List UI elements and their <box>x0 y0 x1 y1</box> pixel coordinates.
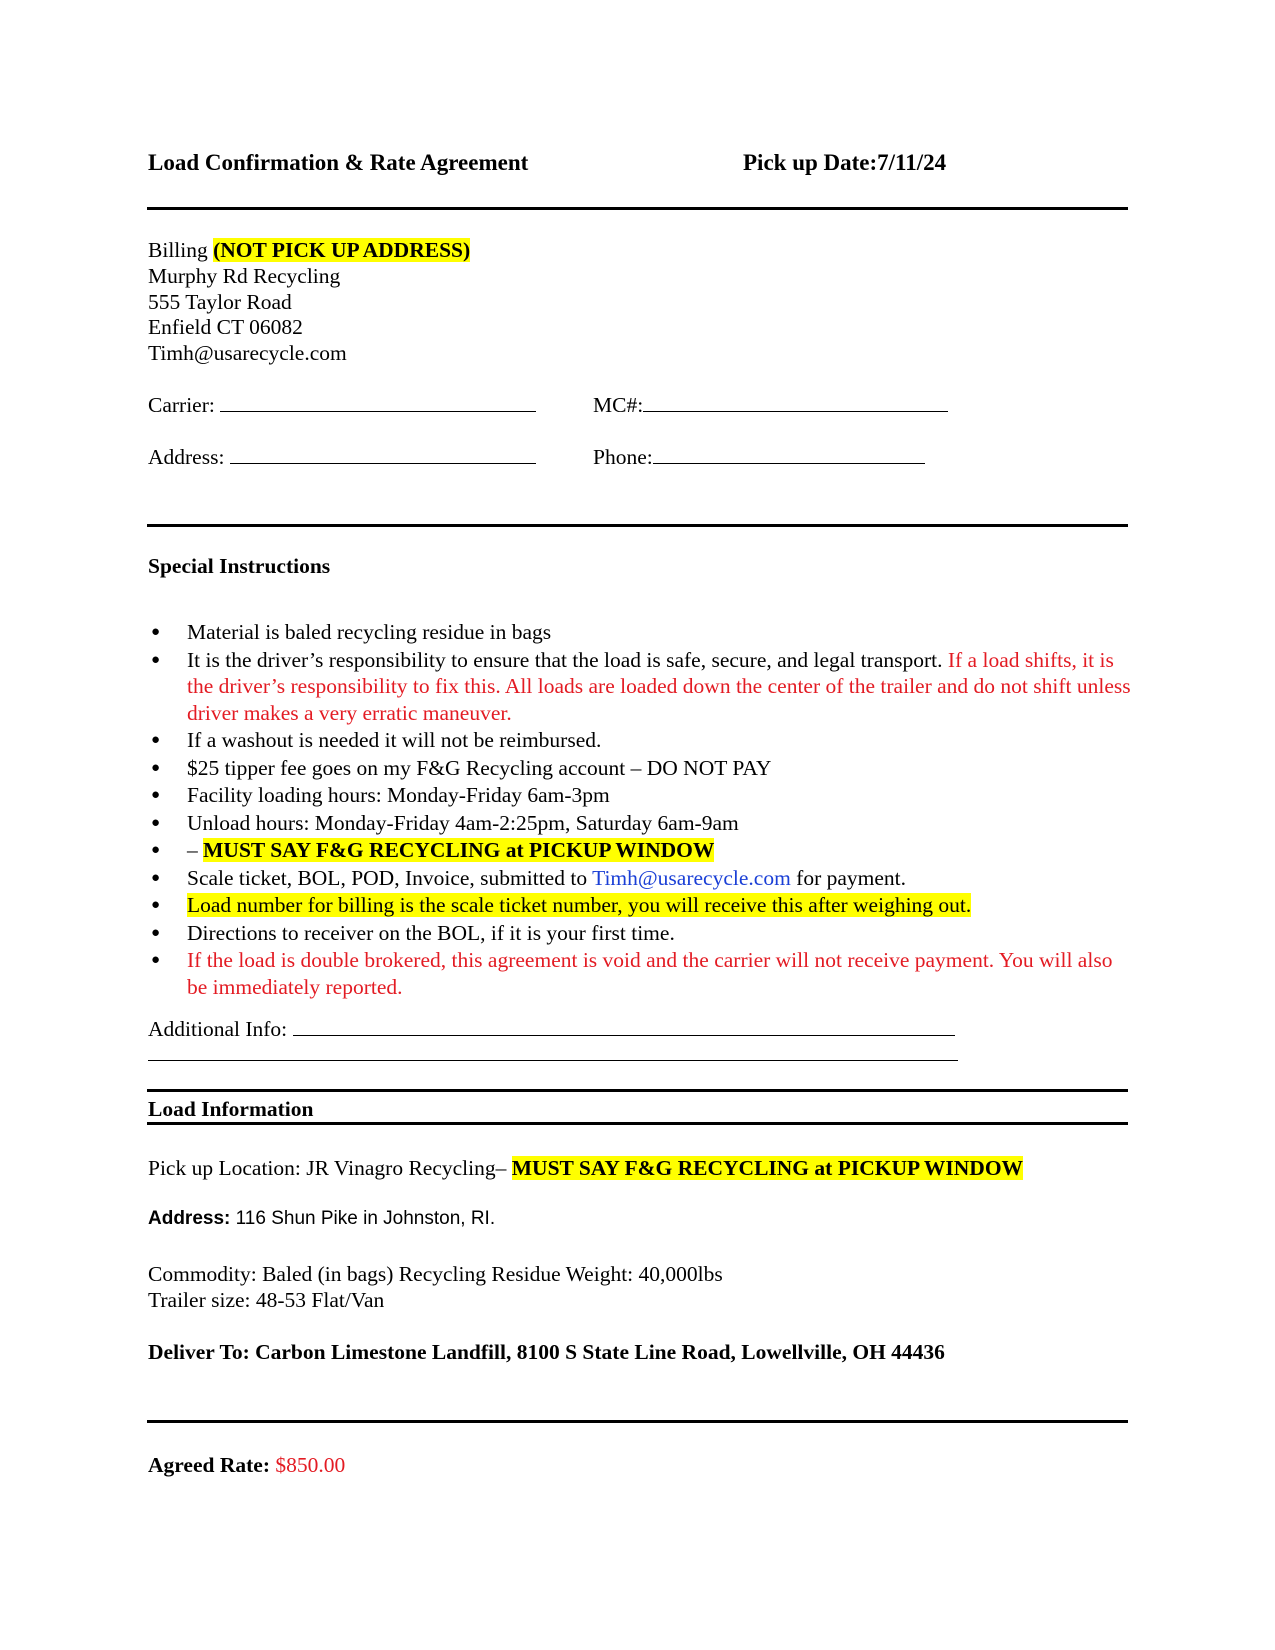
document-title: Load Confirmation & Rate Agreement <box>148 150 529 175</box>
list-item: ● It is the driver’s responsibility to ensure that the load is safe, secure, and legal transport. If a load shifts, it is the driver’s responsibility to fix this. All loads are loaded down the center of the trailer and do not shift unless driver makes a very erratic maneuver. <box>151 647 1131 725</box>
agreed-rate <box>148 1452 345 1478</box>
pickup-address-label: Address: <box>148 1208 231 1229</box>
pickup-address-value: 116 Shun Pike in Johnston, RI. <box>235 1208 496 1229</box>
additional-info-line-2[interactable] <box>148 1060 958 1061</box>
list-item: ● Scale ticket, BOL, POD, Invoice, submitted to Timh@usarecycle.com for payment. <box>151 865 907 890</box>
phone-field <box>593 444 925 470</box>
pickup-location-note: MUST SAY F&G RECYCLING at PICKUP WINDOW <box>511 1156 1024 1180</box>
pickup-date <box>743 150 946 176</box>
agreed-rate-value: $850.00 <box>275 1453 346 1477</box>
load-information-heading: Load Information <box>148 1097 314 1121</box>
address-field <box>148 444 536 470</box>
divider <box>147 1122 1128 1125</box>
bullet-icon: ● <box>151 624 161 640</box>
special-instructions-list <box>147 619 1137 1001</box>
carrier-label: Carrier: <box>148 393 215 417</box>
list-item: ● Directions to receiver on the BOL, if it is your first time. <box>151 920 675 945</box>
pickup-date-label: Pick up Date: <box>743 150 878 175</box>
billing-street: 555 Taylor Road <box>148 290 292 314</box>
deliver-to: Deliver To: Carbon Limestone Landfill, 8100 S State Line Road, Lowellville, OH 44436 <box>148 1340 945 1364</box>
billing-note: (NOT PICK UP ADDRESS) <box>213 238 471 262</box>
divider <box>147 1089 1128 1092</box>
bullet-icon: ● <box>151 651 161 668</box>
list-item: ● If a washout is needed it will not be reimbursed. <box>151 728 602 752</box>
address-input[interactable] <box>230 445 536 464</box>
list-item: ● – MUST SAY F&G RECYCLING at PICKUP WINDOW <box>151 838 715 862</box>
bullet-icon: ● <box>151 814 161 831</box>
list-item: ● Material is baled recycling residue in bags <box>151 620 552 644</box>
mc-input[interactable] <box>643 393 948 412</box>
trailer-size: Trailer size: 48-53 Flat/Van <box>148 1288 385 1312</box>
additional-info-field <box>148 1016 955 1042</box>
special-instructions-heading: Special Instructions <box>148 554 331 578</box>
bullet-icon: ● <box>151 787 161 803</box>
additional-info-input[interactable] <box>293 1017 955 1036</box>
carrier-input[interactable] <box>220 393 536 412</box>
pickup-date-value: 7/11/24 <box>877 150 947 175</box>
carrier-field <box>148 392 536 418</box>
list-item: ● Facility loading hours: Monday-Friday 6am-3pm <box>151 783 610 807</box>
agreed-rate-label: Agreed Rate: <box>148 1453 270 1477</box>
billing-name: Murphy Rd Recycling <box>148 264 341 288</box>
bullet-icon: ● <box>151 924 161 941</box>
bullet-icon: ● <box>151 897 161 913</box>
address-label: Address: <box>148 445 225 469</box>
divider <box>147 524 1128 527</box>
pickup-address <box>148 1208 495 1230</box>
mc-label: MC#: <box>593 393 644 417</box>
list-item: ● $25 tipper fee goes on my F&G Recycling account – DO NOT PAY <box>151 755 772 780</box>
pickup-location <box>148 1155 1023 1181</box>
billing-email: Timh@usarecycle.com <box>148 341 347 365</box>
billing-city: Enfield CT 06082 <box>148 315 303 339</box>
bullet-icon: ● <box>151 732 161 748</box>
bullet-icon: ● <box>151 759 161 776</box>
email-link[interactable]: Timh@usarecycle.com <box>592 865 791 890</box>
pickup-location-label: Pick up Location: JR Vinagro Recycling– <box>148 1156 507 1180</box>
bullet-icon: ● <box>151 869 161 886</box>
billing-label-line <box>148 237 470 263</box>
billing-label: Billing <box>148 238 208 262</box>
phone-label: Phone: <box>593 445 653 469</box>
phone-input[interactable] <box>653 445 925 464</box>
mc-field <box>593 392 948 418</box>
list-item: ● Unload hours: Monday-Friday 4am-2:25pm, Saturday 6am-9am <box>151 810 739 835</box>
commodity: Commodity: Baled (in bags) Recycling Residue Weight: 40,000lbs <box>148 1262 723 1286</box>
additional-info-label: Additional Info: <box>148 1017 288 1041</box>
list-item: ● Load number for billing is the scale ticket number, you will receive this after weighing out. <box>151 893 972 917</box>
bullet-icon: ● <box>151 952 161 968</box>
divider <box>147 1420 1128 1423</box>
bullet-icon: ● <box>151 842 161 858</box>
list-item: ● If the load is double brokered, this agreement is void and the carrier will not receive payment. You will also be immediately reported. <box>151 948 1113 999</box>
divider <box>147 207 1128 210</box>
